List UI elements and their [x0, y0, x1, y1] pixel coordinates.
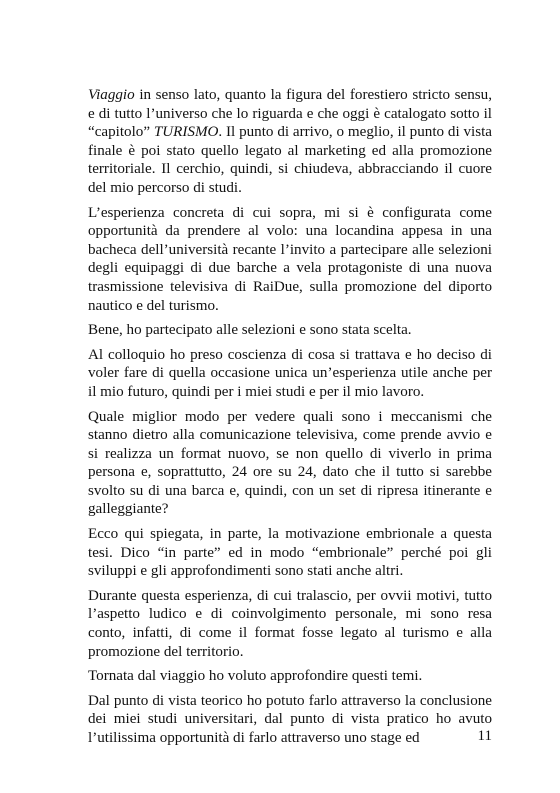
- paragraph-7: Durante questa esperienza, di cui tralascio, per ovvii motivi, tutto l’aspetto ludico e di coinvolgimento personale, mi sono resa conto, infatti, di come il format fosse legato al turismo e alla promozione del territorio.: [88, 587, 492, 660]
- paragraph-4: Al colloquio ho preso coscienza di cosa si trattava e ho deciso di voler fare di quella occasione unica un’esperienza utile anche per il mio futuro, quindi per i miei studi e per il mio lavoro.: [88, 346, 492, 400]
- paragraph-9: Dal punto di vista teorico ho potuto farlo attraverso la conclusione dei miei studi universitari, dal punto di vista pratico ho avuto l’utilissima opportunità di farlo attraverso uno stage ed: [88, 692, 492, 746]
- paragraph-2: L’esperienza concreta di cui sopra, mi si è configurata come opportunità da prendere al volo: una locandina appesa in una bacheca dell’università recante l’invito a partecipare alle selezioni degli equipaggi di due barche a vela protagoniste di una nuova trasmissione televisiva di RaiDue, sulla promozione del diporto nautico e del turismo.: [88, 204, 492, 314]
- body-text: [88, 86, 492, 754]
- page-number: 11: [477, 728, 492, 744]
- paragraph-1-text-b: . Il punto di arrivo, o meglio, il punto di vista finale è poi stato quello legato al marketing ed alla promozione territoriale. Il cerchio, quindi, si chiudeva, abbracciando il cuore del mio percorso di studi.: [88, 124, 492, 196]
- paragraph-5: Quale miglior modo per vedere quali sono i meccanismi che stanno dietro alla comunicazione televisiva, come prende avvio e si realizza un format nuovo, se non quello di viverlo in prima persona e, soprattutto, 24 ore su 24, dato che il tutto si sarebbe svolto su di una barca e, quindi, con un set di ripresa itinerante e galleggiante?: [88, 408, 492, 518]
- paragraph-8: Tornata dal viaggio ho voluto approfondire questi temi.: [88, 668, 423, 685]
- italic-viaggio: Viaggio: [88, 87, 135, 103]
- paragraph-6: Ecco qui spiegata, in parte, la motivazione embrionale a questa tesi. Dico “in parte” ed in modo “embrionale” perché poi gli sviluppi e gli approfondimenti sono stati anche altri.: [88, 526, 492, 580]
- paragraph-3: Bene, ho partecipato alle selezioni e sono stata scelta.: [88, 322, 412, 339]
- italic-turismo: TURISMO: [153, 124, 219, 141]
- paragraph-1-text-a: in senso lato, quanto la figura del forestiero stricto sensu, e di tutto l’universo che lo riguarda e che oggi è catalogato sotto il “capitolo”: [88, 87, 492, 141]
- paragraph-1: [88, 86, 492, 198]
